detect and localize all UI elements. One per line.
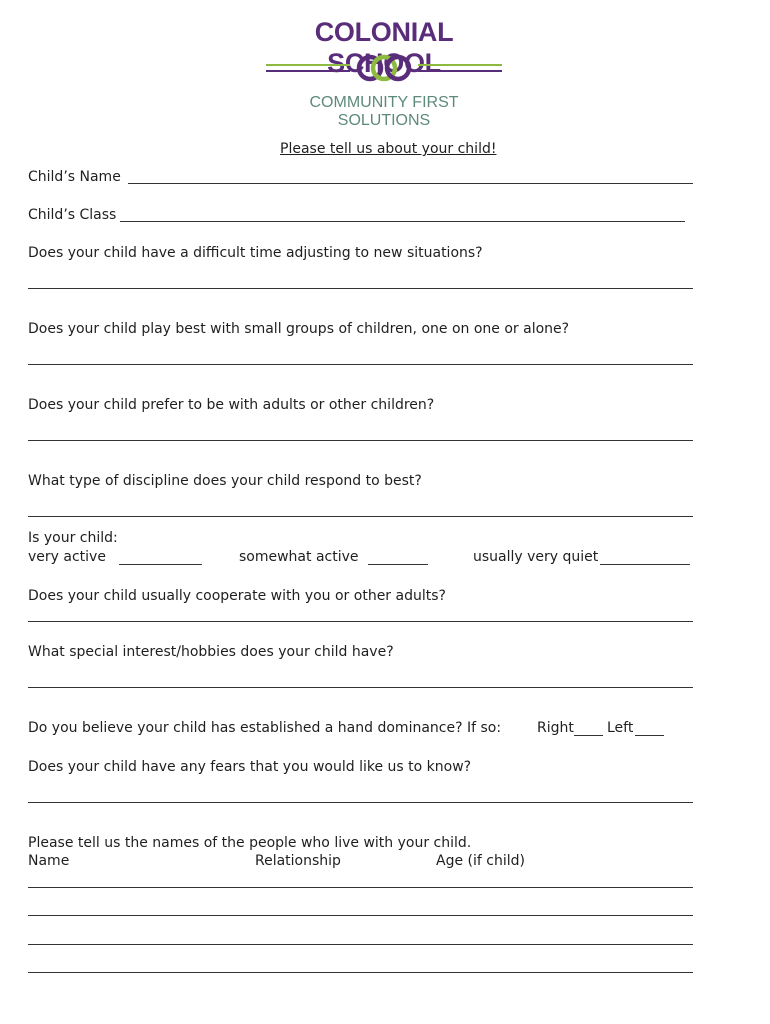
logo-subtitle: COMMUNITY FIRST SOLUTIONS — [309, 94, 459, 129]
option-usually-very-quiet: usually very quiet — [473, 549, 599, 565]
household-row-line[interactable] — [28, 972, 693, 973]
answer-line-play[interactable] — [28, 364, 693, 365]
blank-hand-left[interactable] — [635, 735, 664, 736]
form-heading: Please tell us about your child! — [280, 141, 497, 157]
childs-class-label: Child’s Class — [28, 207, 117, 223]
question-play: Does your child play best with small groups of children, one on one or alone? — [28, 321, 570, 337]
question-prefer: Does your child prefer to be with adults or other children? — [28, 397, 435, 413]
question-hand-dominance: Do you believe your child has established a hand dominance? If so: — [28, 720, 502, 736]
answer-line-prefer[interactable] — [28, 440, 693, 441]
household-column-relationship: Relationship — [255, 853, 341, 869]
question-cooperate: Does your child usually cooperate with you or other adults? — [28, 588, 446, 604]
question-interests: What special interest/hobbies does your child have? — [28, 644, 394, 660]
blank-usually-very-quiet[interactable] — [600, 564, 690, 565]
question-adjusting: Does your child have a difficult time adjusting to new situations? — [28, 245, 483, 261]
logo-emblem — [264, 52, 504, 86]
household-column-age: Age (if child) — [436, 853, 525, 869]
blank-very-active[interactable] — [119, 564, 202, 565]
answer-line-fears[interactable] — [28, 802, 693, 803]
question-household: Please tell us the names of the people who live with your child. — [28, 835, 472, 851]
hand-right-label: Right — [537, 720, 574, 736]
answer-line-cooperate[interactable] — [28, 621, 693, 622]
answer-line-discipline[interactable] — [28, 516, 693, 517]
household-column-name: Name — [28, 853, 70, 869]
answer-line-adjusting[interactable] — [28, 288, 693, 289]
logo-title: COLONIAL SCHOOL — [314, 17, 454, 78]
option-very-active: very active — [28, 549, 106, 565]
question-discipline: What type of discipline does your child respond to best? — [28, 473, 422, 489]
childs-name-label: Child’s Name — [28, 169, 121, 185]
answer-line-interests[interactable] — [28, 687, 693, 688]
question-activity: Is your child: — [28, 530, 118, 546]
blank-hand-right[interactable] — [574, 735, 603, 736]
option-somewhat-active: somewhat active — [239, 549, 359, 565]
question-fears: Does your child have any fears that you would like us to know? — [28, 759, 472, 775]
childs-name-line[interactable] — [128, 183, 693, 184]
childs-class-line[interactable] — [120, 221, 685, 222]
household-row-line[interactable] — [28, 915, 693, 916]
blank-somewhat-active[interactable] — [368, 564, 428, 565]
household-row-line[interactable] — [28, 887, 693, 888]
household-row-line[interactable] — [28, 944, 693, 945]
hand-left-label: Left — [607, 720, 634, 736]
